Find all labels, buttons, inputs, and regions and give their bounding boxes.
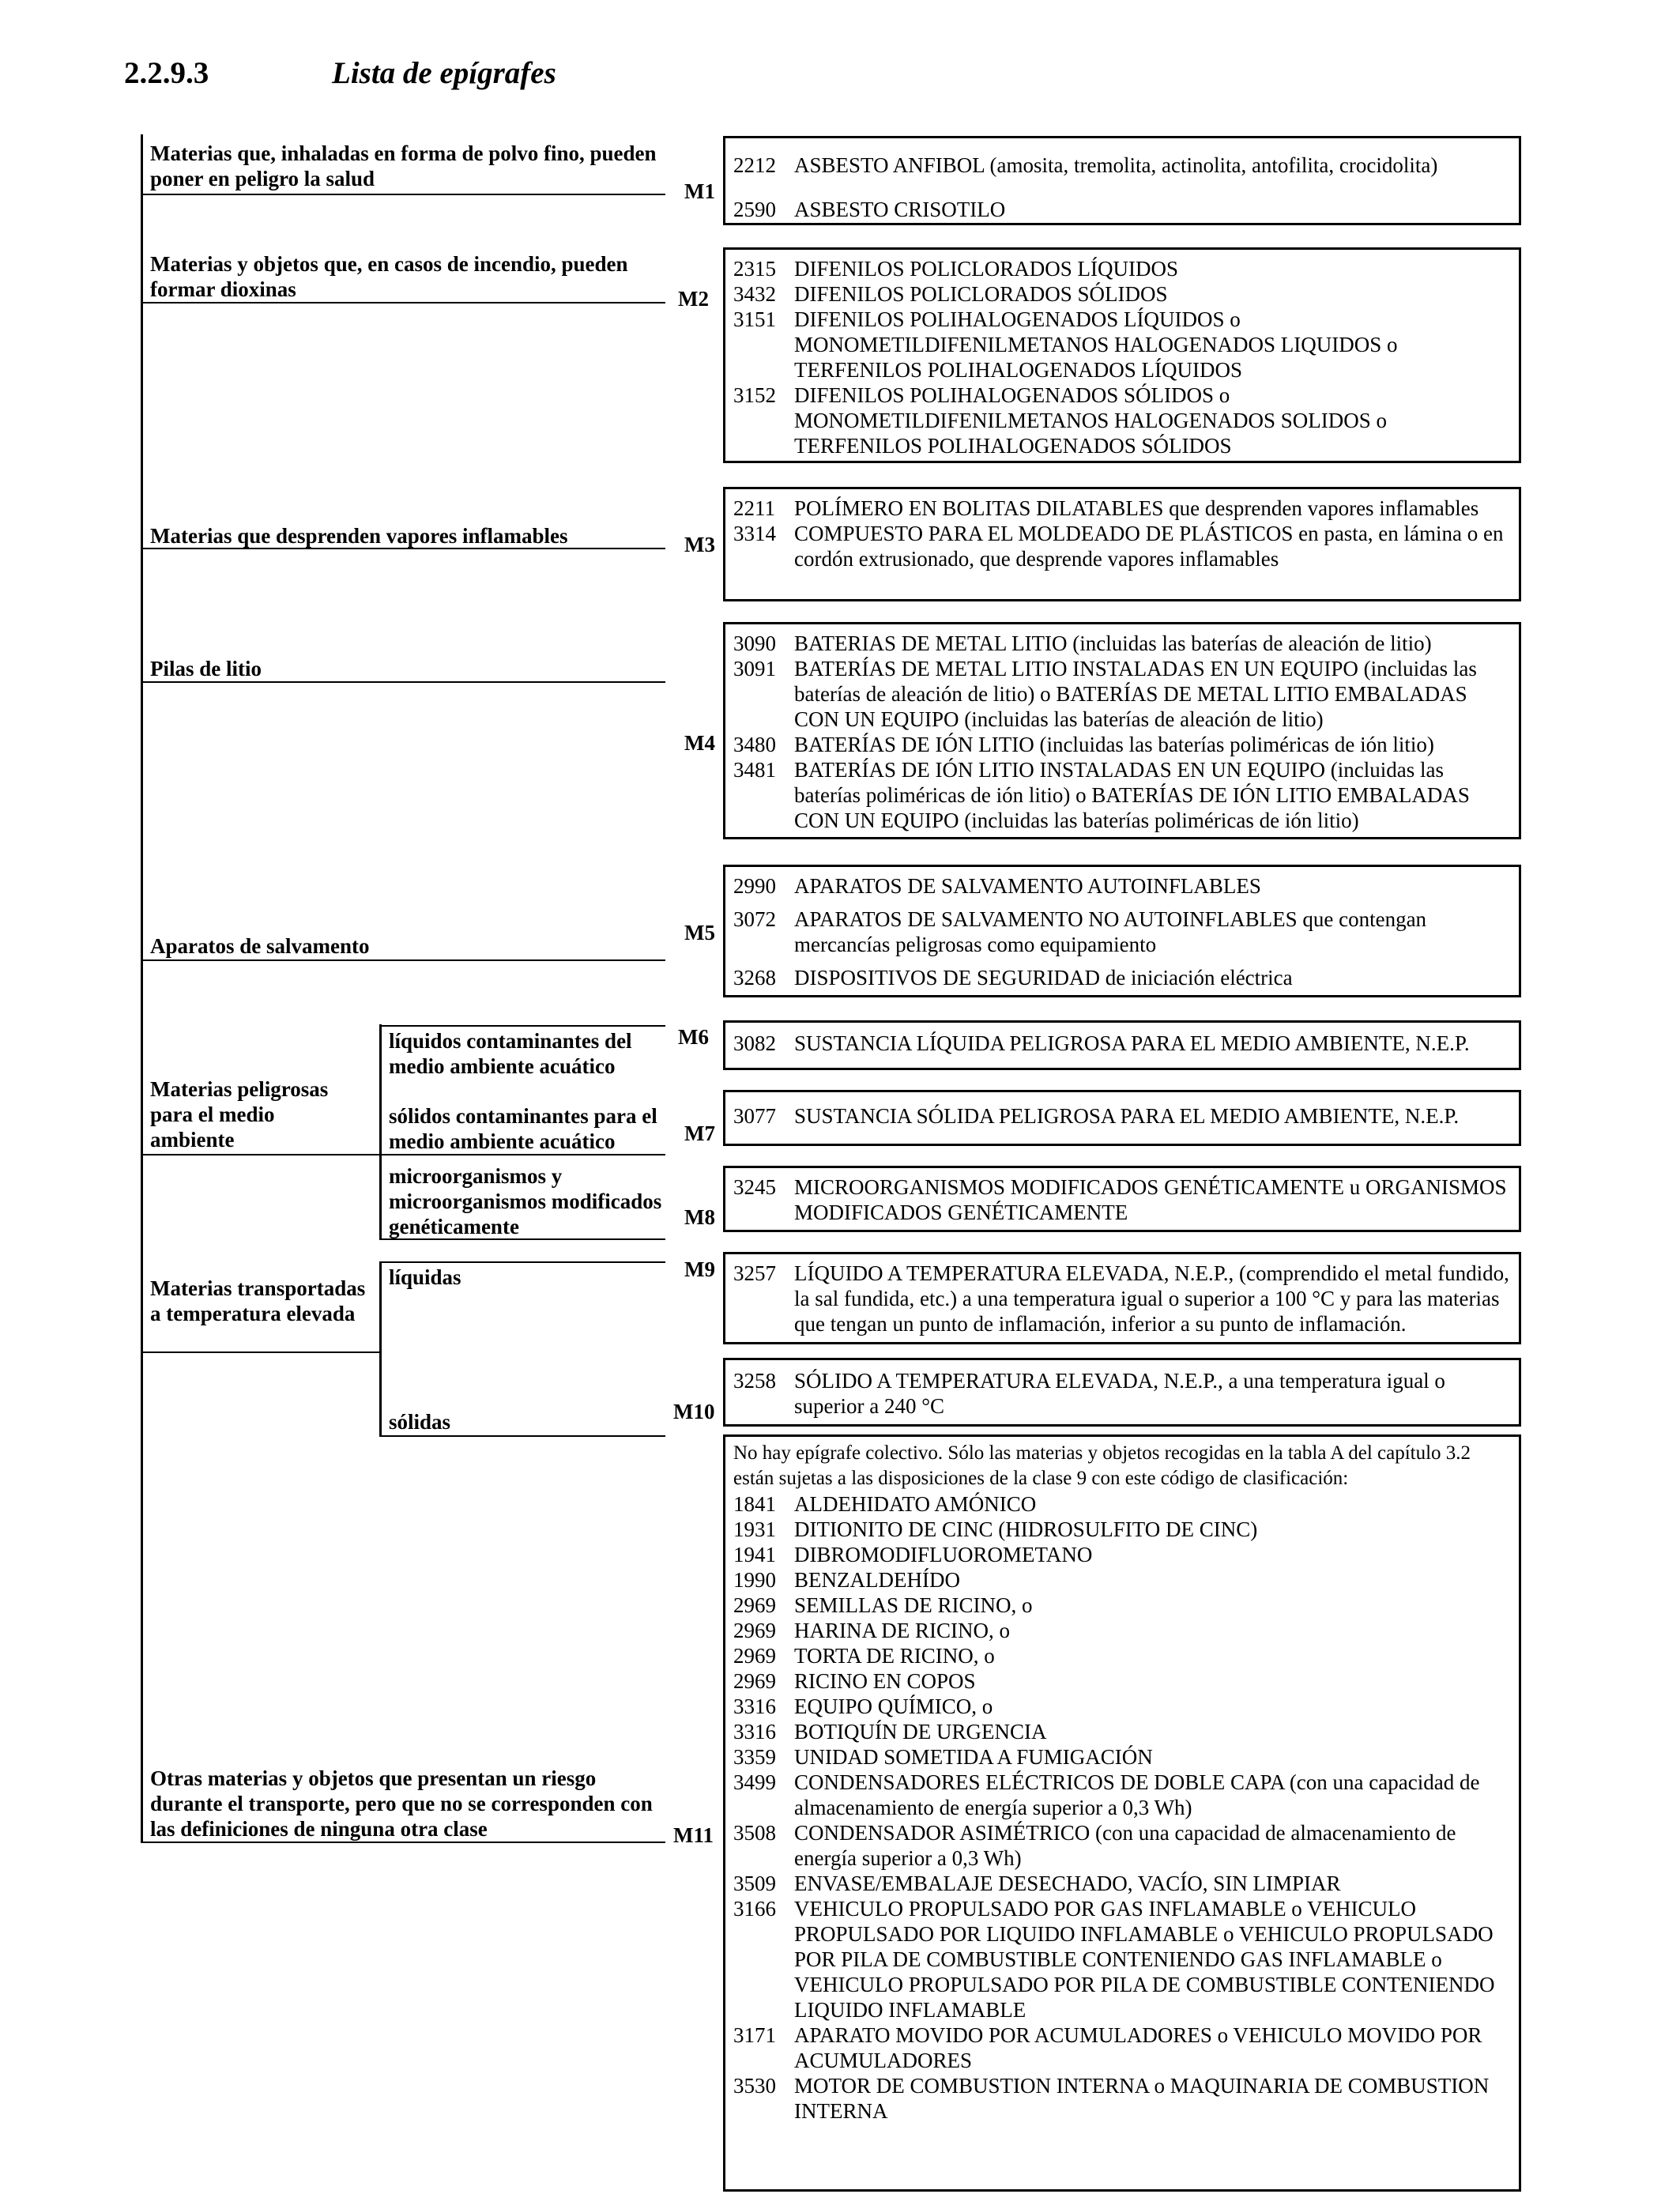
entry-item [733, 1103, 1511, 1129]
un-number: 1931 [733, 1517, 776, 1541]
branch-line-m4 [141, 681, 665, 683]
un-number: 3171 [733, 2023, 776, 2047]
category-dioxins: Materias y objetos que, en casos de incendio, pueden formar dioxinas [150, 252, 628, 301]
un-number: 3077 [733, 1104, 776, 1128]
entry-item [733, 1643, 1511, 1668]
entry-item [733, 2073, 1511, 2124]
entry-description: SUSTANCIA LÍQUIDA PELIGROSA PARA EL MEDIO AMBIENTE, N.E.P. [794, 1031, 1470, 1055]
un-number: 3316 [733, 1720, 776, 1744]
category-life-saving: Aparatos de salvamento [150, 934, 370, 958]
branch-line-m5 [141, 959, 665, 961]
un-number: 1841 [733, 1492, 776, 1516]
entry-item [733, 965, 1511, 990]
entry-item [733, 1593, 1511, 1618]
un-number: 3072 [733, 907, 776, 931]
un-number: 3258 [733, 1369, 776, 1393]
entry-item [733, 631, 1511, 656]
category-flammable-vapours: Materias que desprenden vapores inflamables [150, 524, 568, 548]
entry-item [733, 732, 1511, 757]
entry-description: APARATO MOVIDO POR ACUMULADORES o VEHICULO MOVIDO POR ACUMULADORES [794, 2023, 1482, 2072]
branch-line-m7 [379, 1154, 665, 1155]
entry-description: HARINA DE RICINO, o [794, 1619, 1010, 1642]
entry-item [733, 496, 1511, 521]
entry-description: SEMILLAS DE RICINO, o [794, 1593, 1033, 1617]
un-number: 1990 [733, 1568, 776, 1592]
entry-description: DIFENILOS POLICLORADOS LÍQUIDOS [794, 257, 1178, 281]
un-number: 2969 [733, 1644, 776, 1668]
entry-description: DIFENILOS POLICLORADOS SÓLIDOS [794, 282, 1168, 306]
un-number: 2590 [733, 198, 776, 221]
entry-description: BOTIQUÍN DE URGENCIA [794, 1720, 1047, 1744]
code-m2: M2 [678, 287, 709, 311]
code-m10: M10 [673, 1400, 715, 1423]
entry-item [733, 153, 1511, 178]
entry-description: SUSTANCIA SÓLIDA PELIGROSA PARA EL MEDIO AMBIENTE, N.E.P. [794, 1104, 1460, 1128]
entries-box-m10 [723, 1358, 1521, 1427]
entries-box-m8 [723, 1166, 1521, 1232]
entry-description: DISPOSITIVOS DE SEGURIDAD de iniciación eléctrica [794, 966, 1293, 990]
entry-description: DIFENILOS POLIHALOGENADOS LÍQUIDOS o MONOMETILDIFENILMETANOS HALOGENADOS LIQUIDOS o TERFENILOS POLIHALOGENADOS LÍQUIDOS [794, 307, 1398, 382]
category-lithium-batteries: Pilas de litio [150, 657, 262, 680]
entry-description: APARATOS DE SALVAMENTO NO AUTOINFLABLES que contengan mercancías peligrosas como equipamiento [794, 907, 1427, 956]
un-number: 3530 [733, 2074, 776, 2098]
branch-line-m1 [141, 194, 665, 195]
un-number: 3499 [733, 1770, 776, 1794]
entries-box-m6 [723, 1020, 1521, 1070]
un-number: 3166 [733, 1897, 776, 1921]
entry-description: LÍQUIDO A TEMPERATURA ELEVADA, N.E.P., (comprendido el metal fundido, la sal fundida, etc.) a una temperatura igual o superior a 100 °C y para las materias que tengan un punto de inflamación, inferior a su punto de inflamación. [794, 1261, 1509, 1336]
entry-description: ENVASE/EMBALAJE DESECHADO, VACÍO, SIN LIMPIAR [794, 1872, 1341, 1895]
code-m7: M7 [684, 1122, 715, 1145]
entry-description: DIBROMODIFLUOROMETANO [794, 1543, 1093, 1566]
un-number: 2315 [733, 257, 776, 281]
sub-trunk-env [379, 1024, 382, 1239]
entry-item [733, 1668, 1511, 1694]
entry-item [733, 281, 1511, 307]
entry-description: EQUIPO QUÍMICO, o [794, 1695, 993, 1718]
subcategory-aquatic-solids: sólidos contaminantes para el medio ambiente acuático [389, 1104, 657, 1153]
code-m3: M3 [684, 533, 715, 556]
entry-description: ASBESTO CRISOTILO [794, 198, 1006, 221]
entry-description: DIFENILOS POLIHALOGENADOS SÓLIDOS o MONOMETILDIFENILMETANOS HALOGENADOS SOLIDOS o TERFENILOS POLIHALOGENADOS SÓLIDOS [794, 383, 1388, 458]
entry-description: MICROORGANISMOS MODIFICADOS GENÉTICAMENTE u ORGANISMOS MODIFICADOS GENÉTICAMENTE [794, 1175, 1507, 1224]
entry-item [733, 1871, 1511, 1896]
un-number: 3091 [733, 657, 776, 680]
entry-description: SÓLIDO A TEMPERATURA ELEVADA, N.E.P., a una temperatura igual o superior a 240 °C [794, 1369, 1445, 1418]
entry-item [733, 1542, 1511, 1567]
entry-description: BATERIAS DE METAL LITIO (incluidas las baterías de aleación de litio) [794, 631, 1432, 655]
entry-item [733, 1567, 1511, 1593]
un-number: 3245 [733, 1175, 776, 1199]
subcategory-solid: sólidas [389, 1410, 451, 1434]
branch-line-m9 [379, 1261, 665, 1263]
un-number: 2212 [733, 153, 776, 177]
category-inhalable-dust: Materias que, inhaladas en forma de polvo fino, pueden poner en peligro la salud [150, 141, 657, 190]
un-number: 3480 [733, 733, 776, 756]
entry-item [733, 307, 1511, 383]
un-number: 3316 [733, 1695, 776, 1718]
branch-line-m11 [141, 1842, 665, 1843]
entry-item [733, 1491, 1511, 1517]
un-number: 2969 [733, 1593, 776, 1617]
entry-item [733, 197, 1511, 222]
entry-item [733, 383, 1511, 458]
entry-description: COMPUESTO PARA EL MOLDEADO DE PLÁSTICOS en pasta, en lámina o en cordón extrusionado, que desprende vapores inflamables [794, 522, 1504, 571]
branch-line-env [141, 1154, 381, 1155]
entry-item [733, 1261, 1511, 1336]
entry-item [733, 256, 1511, 281]
entry-item [733, 1368, 1511, 1419]
entry-description: ALDEHIDATO AMÓNICO [794, 1492, 1037, 1516]
entry-description: ASBESTO ANFIBOL (amosita, tremolita, actinolita, antofilita, crocidolita) [794, 153, 1438, 177]
un-number: 3508 [733, 1821, 776, 1845]
entry-description: APARATOS DE SALVAMENTO AUTOINFLABLES [794, 874, 1261, 898]
un-number: 3082 [733, 1031, 776, 1055]
entry-description: TORTA DE RICINO, o [794, 1644, 995, 1668]
entries-box-m4 [723, 622, 1521, 839]
entry-description: RICINO EN COPOS [794, 1669, 976, 1693]
branch-line-m6 [379, 1025, 665, 1027]
entry-description: VEHICULO PROPULSADO POR GAS INFLAMABLE o VEHICULO PROPULSADO POR LIQUIDO INFLAMABLE o VEHICULO PROPULSADO POR PILA DE COMBUSTIBLE CONTENIENDO GAS INFLAMABLE o VEHICULO PROPULSADO POR PILA DE COMBUSTIBLE CONTENIENDO LIQUIDO INFLAMABLE [794, 1897, 1495, 2022]
entry-description: BATERÍAS DE IÓN LITIO (incluidas las baterías poliméricas de ión litio) [794, 733, 1434, 756]
branch-line-m2 [141, 302, 665, 303]
entry-item [733, 1031, 1511, 1056]
category-other: Otras materias y objetos que presentan un riesgo durante el transporte, pero que no se corresponden con las definiciones de ninguna otra clase [150, 1766, 653, 1841]
code-m8: M8 [684, 1205, 715, 1229]
entry-item [733, 873, 1511, 899]
entry-item [733, 1744, 1511, 1770]
subcategory-microorganisms: microorganismos y microorganismos modificados genéticamente [389, 1164, 662, 1238]
category-elevated-temperature: Materias transportadas a temperatura elevada [150, 1276, 366, 1325]
entry-item [733, 1770, 1511, 1820]
entries-box-m2 [723, 247, 1521, 463]
entry-description: BATERÍAS DE METAL LITIO INSTALADAS EN UN EQUIPO (incluidas las baterías de aleación de litio) o BATERÍAS DE METAL LITIO EMBALADAS CON UN EQUIPO (incluidas las baterías de aleación de litio) [794, 657, 1477, 731]
entry-item [733, 1896, 1511, 2022]
entry-item [733, 1517, 1511, 1542]
section-title: Lista de epígrafes [332, 56, 556, 90]
un-number: 2990 [733, 874, 776, 898]
entry-description: CONDENSADORES ELÉCTRICOS DE DOBLE CAPA (con una capacidad de almacenamiento de energía superior a 0,3 Wh) [794, 1770, 1480, 1819]
entry-description: CONDENSADOR ASIMÉTRICO (con una capacidad de almacenamiento de energía superior a 0,3 Wh) [794, 1821, 1456, 1870]
un-number: 3257 [733, 1261, 776, 1285]
un-number: 1941 [733, 1543, 776, 1566]
un-number: 2969 [733, 1619, 776, 1642]
entry-item [733, 656, 1511, 732]
entry-description: POLÍMERO EN BOLITAS DILATABLES que desprenden vapores inflamables [794, 496, 1479, 520]
code-m6: M6 [678, 1025, 709, 1049]
entries-box-m5 [723, 865, 1521, 997]
entries-box-m7 [723, 1090, 1521, 1146]
entry-description: UNIDAD SOMETIDA A FUMIGACIÓN [794, 1745, 1153, 1769]
entry-description: BATERÍAS DE IÓN LITIO INSTALADAS EN UN EQUIPO (incluidas las baterías poliméricas de ión litio) o BATERÍAS DE IÓN LITIO EMBALADAS CON UN EQUIPO (incluidas las baterías poliméricas de ión litio) [794, 758, 1470, 832]
entry-description: DITIONITO DE CINC (HIDROSULFITO DE CINC) [794, 1517, 1258, 1541]
code-m4: M4 [684, 731, 715, 755]
subcategory-liquid: líquidas [389, 1265, 461, 1289]
un-number: 2211 [733, 496, 775, 520]
un-number: 2969 [733, 1669, 776, 1693]
entry-description: BENZALDEHÍDO [794, 1568, 960, 1592]
entry-item [733, 2022, 1511, 2073]
entries-box-m11 [723, 1434, 1521, 2192]
un-number: 3152 [733, 383, 776, 407]
un-number: 3481 [733, 758, 776, 782]
un-number: 3314 [733, 522, 776, 545]
entries-box-m9 [723, 1252, 1521, 1344]
un-number: 3268 [733, 966, 776, 990]
entry-item [733, 907, 1511, 957]
un-number: 3151 [733, 307, 776, 331]
entry-item [733, 521, 1511, 571]
un-number: 3509 [733, 1872, 776, 1895]
entry-item [733, 1719, 1511, 1744]
entry-description: MOTOR DE COMBUSTION INTERNA o MAQUINARIA DE COMBUSTION INTERNA [794, 2074, 1490, 2123]
branch-line-m10 [379, 1435, 665, 1437]
un-number: 3432 [733, 282, 776, 306]
code-m5: M5 [684, 921, 715, 944]
code-m9: M9 [684, 1257, 715, 1281]
sub-trunk-temp [379, 1261, 382, 1437]
entries-box-m3 [723, 487, 1521, 601]
section-number: 2.2.9.3 [124, 56, 209, 90]
entry-item [733, 1618, 1511, 1643]
branch-line-temp [141, 1351, 381, 1353]
category-environment: Materias peligrosas para el medio ambiente [150, 1077, 329, 1152]
m11-entry-list [733, 1491, 1511, 2124]
un-number: 3359 [733, 1745, 776, 1769]
entry-item [733, 1694, 1511, 1719]
code-m11: M11 [673, 1823, 714, 1847]
entries-box-m1 [723, 136, 1521, 225]
subcategory-aquatic-liquids: líquidos contaminantes del medio ambiente acuático [389, 1029, 632, 1078]
code-m1: M1 [684, 179, 715, 203]
tree-trunk-line [141, 134, 143, 1843]
entry-item [733, 1174, 1511, 1225]
m11-note: No hay epígrafe colectivo. Sólo las materias y objetos recogidas en la tabla A del capítulo 3.2 están sujetas a las disposiciones de la clase 9 con este código de clasificación: [733, 1442, 1471, 1489]
un-number: 3090 [733, 631, 776, 655]
entry-item [733, 757, 1511, 833]
entry-item [733, 1820, 1511, 1871]
